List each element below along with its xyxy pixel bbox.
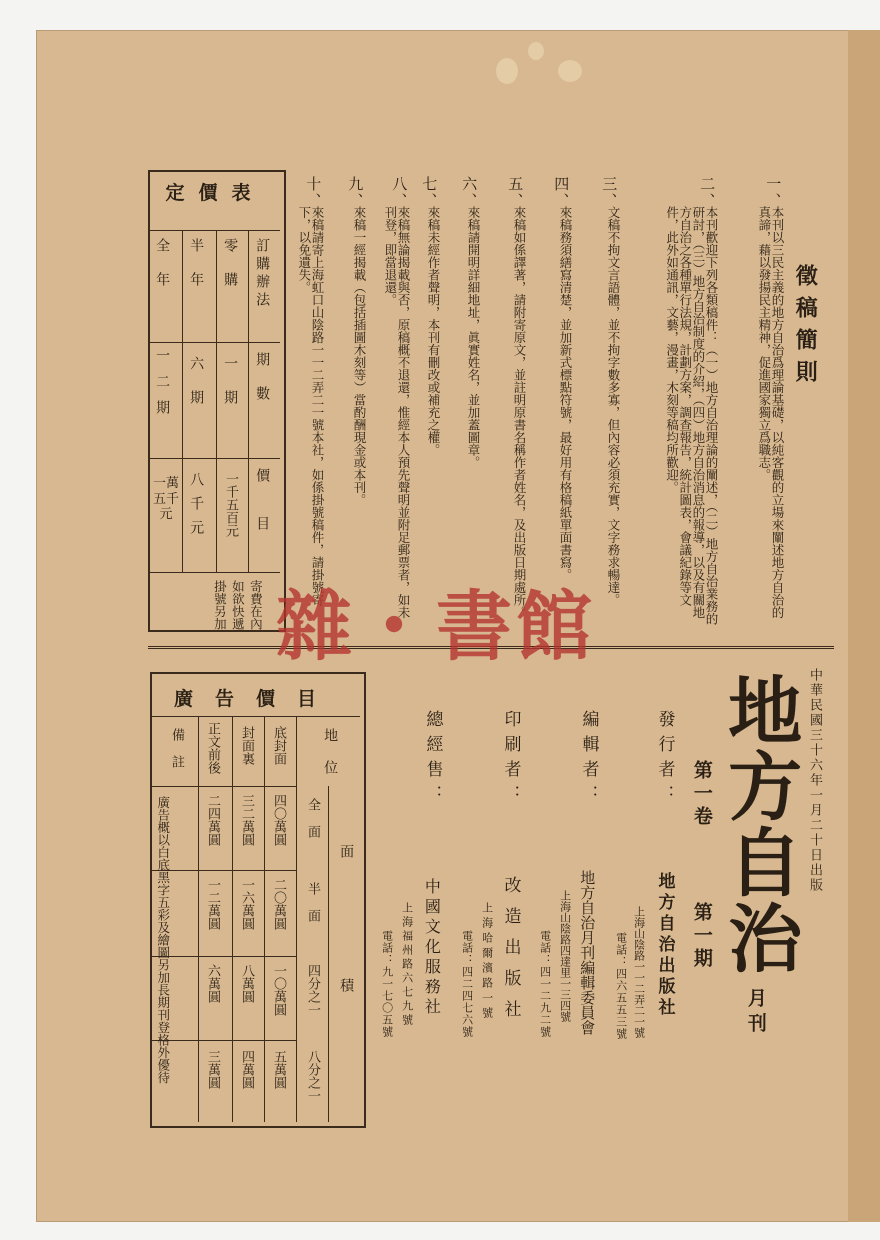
rule-text: 來稿一經揭載（包括插圖木刻等）當酌酬現金或本刊。	[352, 206, 367, 506]
rule-text: 來稿請開明詳細地址，眞實姓名，並加蓋圖章。	[466, 206, 481, 469]
ad-price-cell: 二四萬圓	[204, 794, 220, 846]
rule-text: 來稿如係譯著，請附寄原文，並註明原書名稱作者姓名，及出版日期處所。	[512, 206, 527, 619]
distributor-address: 上海福州路六七九號	[400, 902, 414, 1028]
rule-number: 七、	[420, 176, 439, 210]
paper-stain	[558, 60, 582, 82]
rule-item	[506, 176, 527, 619]
publication-date: 中華民國三十六年一月二十日出版	[806, 668, 822, 893]
printer-name: 改造出版社	[500, 876, 521, 1031]
rule-number: 五、	[506, 176, 525, 210]
distributor-phone: 電話：九一七〇五號	[380, 930, 394, 1038]
ad-row-position: 底封面	[270, 726, 286, 765]
price-row-price: 八千元	[188, 472, 205, 544]
library-watermark-stamp: 雜・書館	[276, 582, 596, 671]
price-row-method: 半年	[188, 238, 205, 306]
ad-price-cell: 一〇萬圓	[270, 964, 286, 1016]
price-table-title: 定價表	[165, 182, 265, 204]
rule-item	[296, 176, 325, 606]
publisher-name: 地方自治出版社	[654, 872, 675, 1019]
ad-size-header: 全面	[304, 798, 320, 852]
ad-price-cell: 一六萬圓	[238, 878, 254, 930]
rule-text: 本刊歡迎下列各類稿件：（一）地方自治理論的闡述，（二）地方自治業務的研討，（三）地方自治制度的介紹，（四）地方自治消息的報導，以及有關地方自治之各種單行法規，計劃方案，調查報告，統計圖表，會議紀錄等文件，此外如通訊，文藝，漫畫，木刻等稿均所歡迎。	[664, 206, 719, 625]
issue-number: 第一期	[690, 902, 713, 971]
ad-remark: 廣告概以白底黑字五彩及繪圖另加長期刊登格外優待	[155, 796, 171, 1084]
page-edge	[848, 30, 880, 1222]
rule-number: 十、	[304, 176, 323, 210]
rule-text: 來稿無論揭載與否，原稿概不退還，惟經本人預先聲明並附足郵票者，如未刊登，即當退還。	[382, 206, 411, 619]
editor-phone: 電話：四一二九二號	[538, 930, 552, 1038]
editor-label: 編輯者：	[578, 710, 599, 810]
rule-number: 二、	[698, 176, 717, 210]
publisher-address: 上海山陰路一一二弄二一號	[632, 906, 646, 1038]
paper-stain	[496, 58, 518, 84]
rule-item	[664, 176, 719, 625]
volume-number: 第一卷	[690, 760, 713, 829]
ad-size-header: 半面	[304, 882, 320, 936]
ad-table-title: 廣告價目	[173, 688, 338, 710]
price-row-method: 全年	[154, 238, 171, 306]
rule-item	[460, 176, 481, 469]
printer-address: 上海哈爾濱路一號	[480, 902, 494, 1022]
rule-number: 一、	[764, 176, 783, 210]
ad-price-cell: 四〇萬圓	[270, 794, 286, 846]
price-header-issues: 期數	[254, 352, 271, 420]
price-note: 寄費在內	[248, 580, 264, 630]
ad-price-cell: 三萬圓	[204, 1050, 220, 1089]
printer-label: 印刷者：	[500, 710, 521, 810]
rule-text: 來稿務須繕寫清楚，並加新式標點符號，最好用有格稿紙單面書寫。	[558, 206, 573, 581]
ad-row-position: 封面裏	[238, 726, 254, 765]
price-row-method: 零購	[222, 238, 239, 306]
rule-number: 八、	[390, 176, 409, 210]
ad-price-cell: 二〇萬圓	[270, 878, 286, 930]
rule-number: 四、	[552, 176, 571, 210]
editor-address: 上海山陰路四達里一三四號	[558, 890, 572, 1022]
publisher-label: 發行者：	[654, 710, 675, 810]
rule-text: 來稿未經作者聲明，本刊有刪改或補充之權。	[426, 206, 441, 456]
ad-position-header: 地位	[322, 728, 339, 792]
rule-text: 來稿請寄上海虹口山陰路一一二弄二一號本社，如係掛號稿件，請掛號寄下，以免遺失。	[296, 206, 325, 606]
journal-subtitle: 月刊	[744, 988, 767, 1038]
ad-price-cell: 一二萬圓	[204, 878, 220, 930]
price-row-issues: 一二期	[154, 348, 171, 426]
ad-remark-header: 備註	[168, 728, 184, 782]
rule-text: 文稿不拘文言語體，並不拘字數多寡，但內容必須充實，文字務求暢達。	[606, 206, 621, 606]
paper-stain	[528, 42, 544, 60]
ad-price-cell: 六萬圓	[204, 964, 220, 1003]
ad-price-table	[150, 672, 366, 1128]
ad-row-position: 正文前後	[204, 722, 220, 774]
price-row-price: 一萬五千元	[152, 476, 179, 523]
publisher-phone: 電話：四六五五三號	[614, 932, 628, 1040]
rule-item	[346, 176, 367, 506]
rule-item	[756, 176, 785, 619]
rule-item	[600, 176, 621, 606]
price-header-method: 訂購辦法	[254, 238, 271, 310]
rule-item	[420, 176, 441, 456]
printer-phone: 電話：四二四七六號	[460, 930, 474, 1038]
price-note: 如欲快遞	[230, 580, 246, 630]
ad-size-header: 四分之一	[304, 964, 320, 1016]
rule-number: 六、	[460, 176, 479, 210]
journal-title: 地方自治	[716, 672, 803, 976]
ad-price-cell: 五萬圓	[270, 1050, 286, 1089]
price-table	[148, 170, 286, 632]
ad-price-cell: 三二萬圓	[238, 794, 254, 846]
rule-number: 九、	[346, 176, 365, 210]
ad-price-cell: 四萬圓	[238, 1050, 254, 1089]
rule-text: 本刊以三民主義的地方自治爲理論基礎，以純客觀的立場來闡述地方自治的真諦，藉以發揚民主精神，促進國家獨立爲職志。	[756, 206, 785, 619]
editor-name: 地方自治月刊編輯委員會	[578, 870, 597, 1035]
rules-title: 徵稿簡則	[792, 264, 819, 392]
rule-item	[552, 176, 573, 581]
distributor-name: 中國文化服務社	[422, 878, 442, 1018]
price-row-price: 一千五百元	[222, 472, 238, 537]
rule-item	[382, 176, 411, 619]
price-row-issues: 六期	[188, 356, 205, 424]
price-row-issues: 一期	[222, 356, 239, 424]
price-header-price: 價目	[254, 468, 271, 564]
price-note: 掛號另加	[212, 580, 228, 630]
ad-area-header: 面積	[338, 844, 355, 1112]
distributor-label: 總經售：	[422, 710, 443, 810]
ad-price-cell: 八萬圓	[238, 964, 254, 1003]
ad-size-header: 八分之一	[304, 1050, 320, 1102]
rule-number: 三、	[600, 176, 619, 210]
